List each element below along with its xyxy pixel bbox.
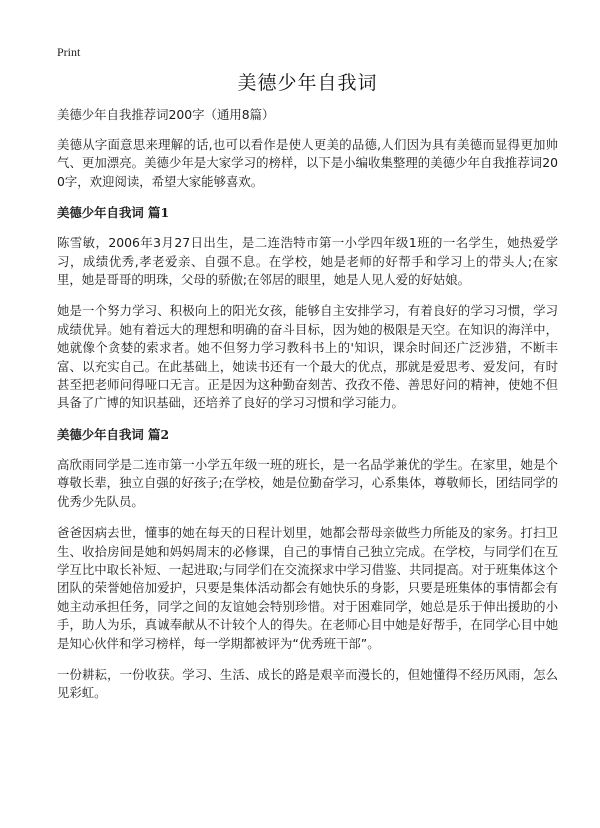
section-paragraph: 高欣雨同学是二连市第一小学五年级一班的班长，是一名品学兼优的学生。在家里，她是个尊敬长辈，独立自强的好孩子;在学校，她是位勤奋学习，心系集体，尊敬师长，团结同学的优秀少先队员。 (57, 456, 558, 509)
document-subtitle: 美德少年自我推荐词200字（通用8篇） (57, 107, 275, 122)
section-heading: 美德少年自我词 篇2 (57, 426, 170, 442)
section-heading: 美德少年自我词 篇1 (57, 205, 170, 221)
section-paragraph: 爸爸因病去世，懂事的她在每天的日程计划里，她都会帮母亲做些力所能及的家务。打扫卫生、收拾房间是她和妈妈周末的必修课，自己的事情自己独立完成。在学校，与同学们在互学互比中取长补短、一起进取;与同学们在交流探求中学习借鉴、共同提高。对于班集体这个团队的荣誉她倍加爱护，只要是集体活动都会有她快乐的身影，只要是班集体的事情都会有她主动承担任务，同学之间的友谊她会特别珍惜。对于困难同学，她总是乐于伸出援助的小手，助人为乐，真诚奉献从不计较个人的得失。在老师心目中她是好帮手，在同学心目中她是知心伙伴和学习榜样，每一学期都被评为“优秀班干部”。 (57, 525, 558, 651)
section-paragraph: 一份耕耘，一份收获。学习、生活、成长的路是艰辛而漫长的，但她懂得不经历风雨，怎么见彩虹。 (57, 666, 558, 701)
section-paragraph: 陈雪敏，2006年3月27日出生，是二连浩特市第一小学四年级1班的一名学生，她热爱学习，成绩优秀,孝老爱亲、自强不息。在学校，她是老师的好帮手和学习上的带头人;在家里，她是哥哥的明珠，父母的骄傲;在邻居的眼里，她是人见人爱的好姑娘。 (57, 235, 558, 288)
section-2 (57, 426, 558, 703)
section-1 (57, 204, 558, 413)
print-label: Print (57, 45, 81, 59)
document-title: 美德少年自我词 (237, 72, 378, 94)
intro-paragraph: 美德从字面意思来理解的话,也可以看作是使人更美的品德,人们因为具有美德而显得更加帅气、更加漂亮。美德少年是大家学习的榜样，以下是小编收集整理的美德少年自我推荐词200字，欢迎阅读，希望大家能够喜欢。 (57, 137, 558, 189)
section-paragraph: 她是一个努力学习、积极向上的阳光女孩，能够自主安排学习，有着良好的学习习惯，学习成绩优异。她有着远大的理想和明确的奋斗目标，因为她的极限是天空。在知识的海洋中，她就像个贪婪的索求者。她不但努力学习教科书上的'知识，课余时间还广泛涉猎，不断丰富、以充实自己。在此基础上，她读书还有一个最大的优点，那就是爱思考、爱发问，有时甚至把老师问得哑口无言。正是因为这种勤奋刻苦、孜孜不倦、善思好问的精神，使她不但具备了广博的知识基础，还培养了良好的学习习惯和学习能力。 (57, 303, 558, 411)
